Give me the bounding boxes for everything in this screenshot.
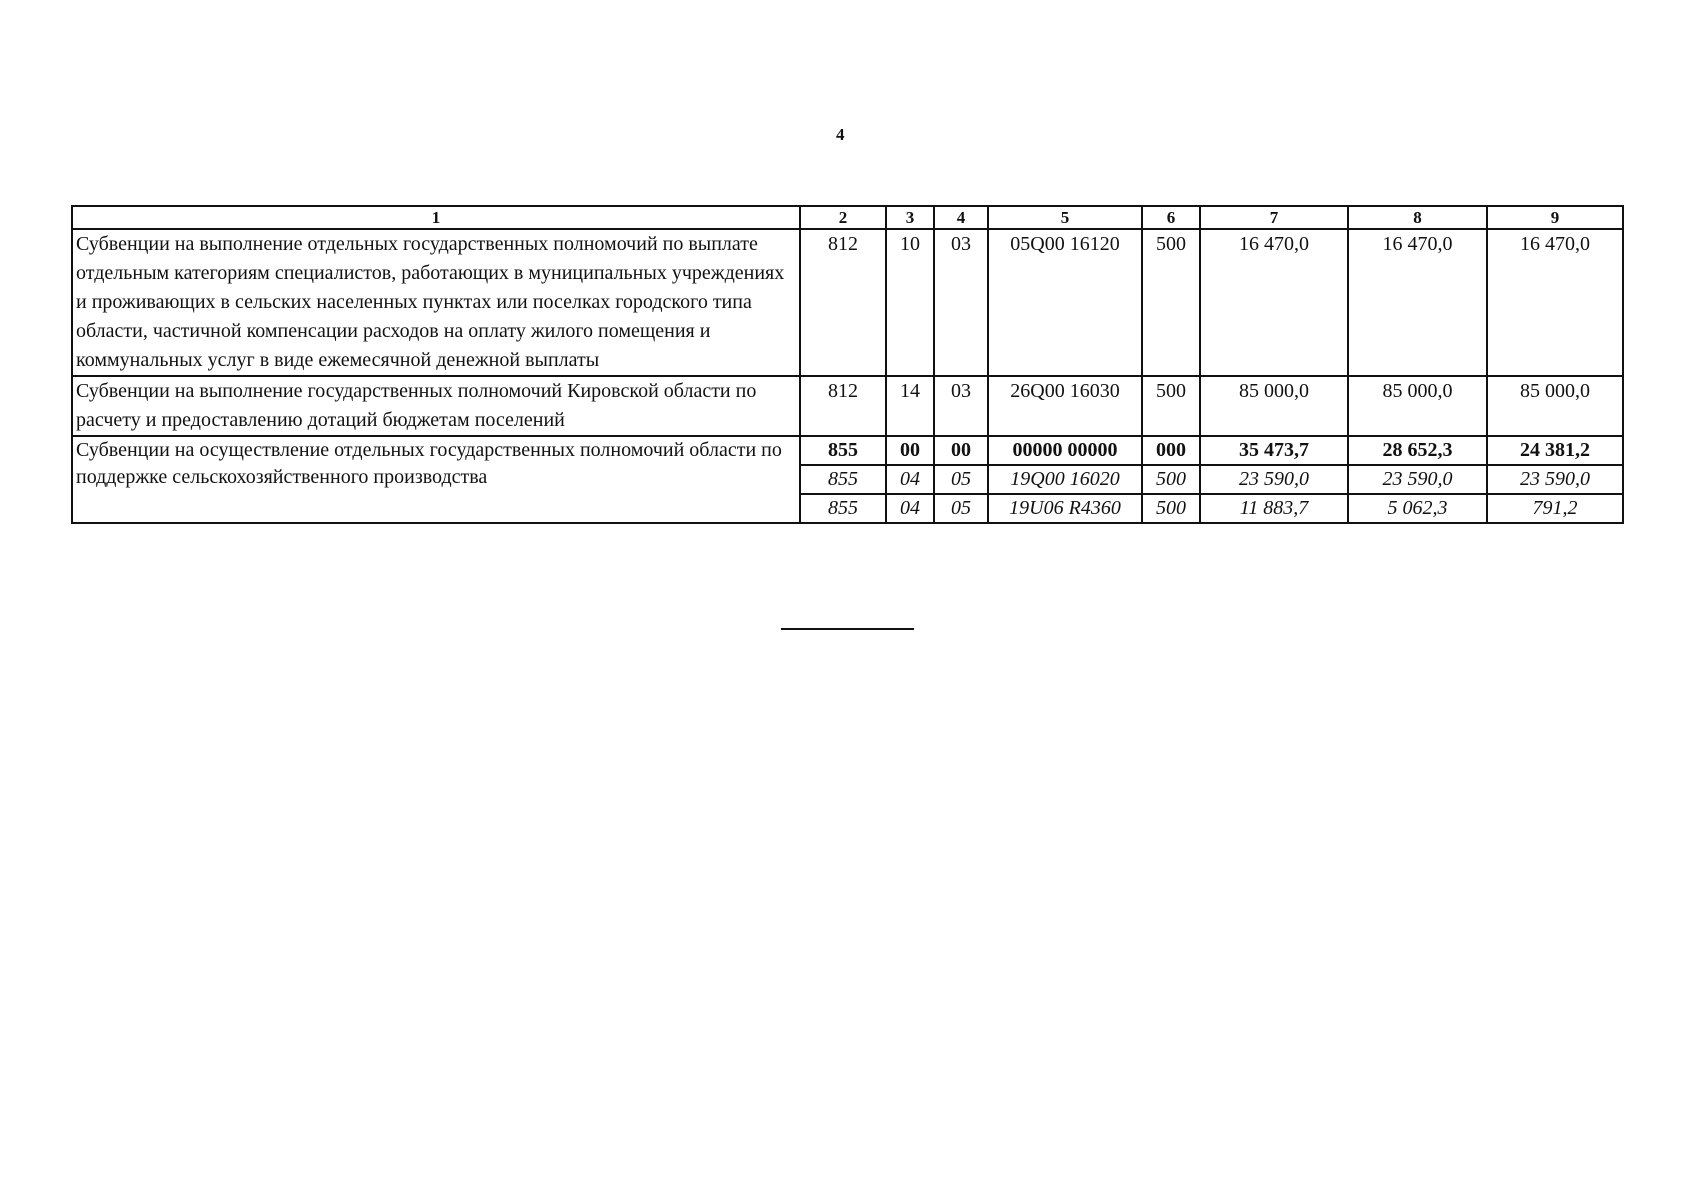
table-cell: 05: [934, 465, 988, 494]
column-header: 1: [72, 206, 800, 229]
table-cell: 855: [800, 465, 886, 494]
closing-rule: [781, 628, 914, 630]
table-cell: 04: [886, 465, 934, 494]
table-cell: 500: [1142, 494, 1200, 523]
table-cell: 19Q00 16020: [988, 465, 1142, 494]
table-cell: 85 000,0: [1348, 376, 1487, 436]
column-header: 5: [988, 206, 1142, 229]
table-row: [72, 376, 1623, 436]
table-cell: 85 000,0: [1487, 376, 1623, 436]
table-cell: 05Q00 16120: [988, 229, 1142, 376]
table-cell: 14: [886, 376, 934, 436]
table-cell: 26Q00 16030: [988, 376, 1142, 436]
table-cell: 812: [800, 229, 886, 376]
table-row: [72, 229, 1623, 376]
budget-table: [71, 205, 1624, 524]
column-header: 8: [1348, 206, 1487, 229]
table-cell: 24 381,2: [1487, 436, 1623, 465]
table-cell: 5 062,3: [1348, 494, 1487, 523]
table-cell: 791,2: [1487, 494, 1623, 523]
table-row: [72, 436, 1623, 465]
table-cell: 00000 00000: [988, 436, 1142, 465]
column-header: 7: [1200, 206, 1348, 229]
column-header: 9: [1487, 206, 1623, 229]
table-cell: 05: [934, 494, 988, 523]
table-cell: 28 652,3: [1348, 436, 1487, 465]
table-header-row: [72, 206, 1623, 229]
column-header: 4: [934, 206, 988, 229]
table-cell: 812: [800, 376, 886, 436]
table-cell: 00: [886, 436, 934, 465]
table-cell: 10: [886, 229, 934, 376]
row-description: Субвенции на выполнение отдельных государственных полномочий по выплате отдельным категориям специалистов, работающих в муниципальных учреждениях и проживающих в сельских населенных пунктах или поселках городского типа области, частичной компенсации расходов на оплату жилого помещения и коммунальных услуг в виде ежемесячной денежной выплаты: [72, 229, 800, 376]
column-header: 6: [1142, 206, 1200, 229]
table-cell: 16 470,0: [1487, 229, 1623, 376]
table-cell: 16 470,0: [1348, 229, 1487, 376]
table-cell: 000: [1142, 436, 1200, 465]
table-cell: 23 590,0: [1200, 465, 1348, 494]
column-header: 2: [800, 206, 886, 229]
row-description: Субвенции на осуществление отдельных государственных полномочий области по поддержке сельскохозяйственного производства: [72, 436, 800, 523]
table-cell: 04: [886, 494, 934, 523]
table-cell: 500: [1142, 465, 1200, 494]
table-cell: 00: [934, 436, 988, 465]
page-number: 4: [836, 125, 845, 144]
table-cell: 03: [934, 376, 988, 436]
table-cell: 855: [800, 494, 886, 523]
row-description: Субвенции на выполнение государственных полномочий Кировской области по расчету и предоставлению дотаций бюджетам поселений: [72, 376, 800, 436]
column-header: 3: [886, 206, 934, 229]
table-cell: 23 590,0: [1348, 465, 1487, 494]
table-cell: 855: [800, 436, 886, 465]
table-cell: 23 590,0: [1487, 465, 1623, 494]
table-cell: 03: [934, 229, 988, 376]
table-cell: 500: [1142, 376, 1200, 436]
table-cell: 35 473,7: [1200, 436, 1348, 465]
table-cell: 11 883,7: [1200, 494, 1348, 523]
table-cell: 85 000,0: [1200, 376, 1348, 436]
table-cell: 19U06 R4360: [988, 494, 1142, 523]
table-cell: 16 470,0: [1200, 229, 1348, 376]
table-cell: 500: [1142, 229, 1200, 376]
